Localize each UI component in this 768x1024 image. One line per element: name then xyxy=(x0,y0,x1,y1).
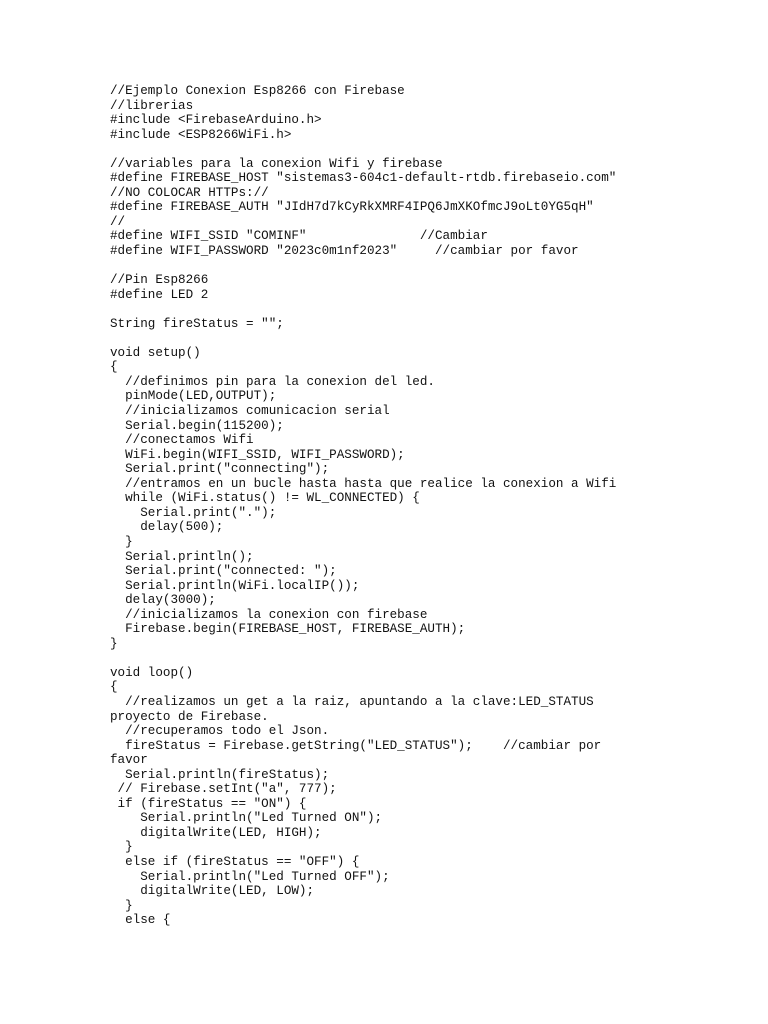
code-line: //realizamos un get a la raiz, apuntando a la clave:LED_STATUS xyxy=(110,694,594,709)
code-line: favor xyxy=(110,753,148,768)
code-line: Serial.print("."); xyxy=(110,505,277,520)
code-line: digitalWrite(LED, HIGH); xyxy=(110,825,322,840)
code-line: void loop() xyxy=(110,665,194,680)
code-line: //NO COLOCAR HTTPs:// xyxy=(110,185,269,200)
code-line: #include <FirebaseArduino.h> xyxy=(110,113,322,128)
code-line: delay(3000); xyxy=(110,593,216,608)
code-line: //inicializamos comunicacion serial xyxy=(110,404,390,419)
code-line: //Pin Esp8266 xyxy=(110,273,209,288)
code-line: proyecto de Firebase. xyxy=(110,709,269,724)
code-line: else { xyxy=(110,913,171,928)
code-line: void setup() xyxy=(110,345,201,360)
code-line: else if (fireStatus == "OFF") { xyxy=(110,854,360,869)
code-line: digitalWrite(LED, LOW); xyxy=(110,884,315,899)
code-line: #define FIREBASE_HOST "sistemas3-604c1-default-rtdb.firebaseio.com" xyxy=(110,171,617,186)
code-line: //entramos en un bucle hasta hasta que realice la conexion a Wifi xyxy=(110,476,617,491)
code-line: Serial.println("Led Turned OFF"); xyxy=(110,869,390,884)
code-line: #define WIFI_PASSWORD "2023c0m1nf2023" //cambiar por favor xyxy=(110,244,579,259)
code-line: Firebase.begin(FIREBASE_HOST, FIREBASE_AUTH); xyxy=(110,622,466,637)
code-line: #define FIREBASE_AUTH "JIdH7d7kCyRkXMRF4IPQ6JmXKOfmcJ9oLt0YG5qH" xyxy=(110,200,594,215)
code-line: } xyxy=(110,636,118,651)
code-line: Serial.print("connected: "); xyxy=(110,564,337,579)
code-line: Serial.print("connecting"); xyxy=(110,462,330,477)
code-line: Serial.println(WiFi.localIP()); xyxy=(110,578,360,593)
code-line: // Firebase.setInt("a", 777); xyxy=(110,782,337,797)
code-line: //inicializamos la conexion con firebase xyxy=(110,607,428,622)
code-line: if (fireStatus == "ON") { xyxy=(110,796,307,811)
code-line: //recuperamos todo el Json. xyxy=(110,724,330,739)
code-line: #include <ESP8266WiFi.h> xyxy=(110,127,292,142)
code-line: //definimos pin para la conexion del led. xyxy=(110,374,435,389)
code-line: Serial.begin(115200); xyxy=(110,418,284,433)
code-line xyxy=(110,651,750,666)
code-line xyxy=(110,302,750,317)
code-line: #define WIFI_SSID "COMINF" //Cambiar xyxy=(110,229,488,244)
code-line: #define LED 2 xyxy=(110,287,209,302)
code-line: } xyxy=(110,898,133,913)
code-line: String fireStatus = ""; xyxy=(110,316,284,331)
code-line: { xyxy=(110,360,118,375)
code-line: { xyxy=(110,680,118,695)
code-line xyxy=(110,142,750,157)
code-line: //Ejemplo Conexion Esp8266 con Firebase xyxy=(110,84,405,98)
code-line xyxy=(110,259,750,274)
code-line: pinMode(LED,OUTPUT); xyxy=(110,389,277,404)
code-line: while (WiFi.status() != WL_CONNECTED) { xyxy=(110,491,420,506)
code-line: } xyxy=(110,534,133,549)
code-block xyxy=(110,84,750,928)
code-line: Serial.println(fireStatus); xyxy=(110,767,330,782)
code-line: } xyxy=(110,840,133,855)
code-line: Serial.println("Led Turned ON"); xyxy=(110,811,383,826)
code-line: Serial.println(); xyxy=(110,549,254,564)
code-line: //variables para la conexion Wifi y firebase xyxy=(110,156,443,171)
code-line xyxy=(110,331,750,346)
code-line: // xyxy=(110,214,126,229)
code-line: fireStatus = Firebase.getString("LED_STATUS"); //cambiar por xyxy=(110,738,602,753)
code-line: //librerias xyxy=(110,98,194,113)
code-line: delay(500); xyxy=(110,520,224,535)
code-line: //conectamos Wifi xyxy=(110,433,254,448)
code-line: WiFi.begin(WIFI_SSID, WIFI_PASSWORD); xyxy=(110,447,405,462)
